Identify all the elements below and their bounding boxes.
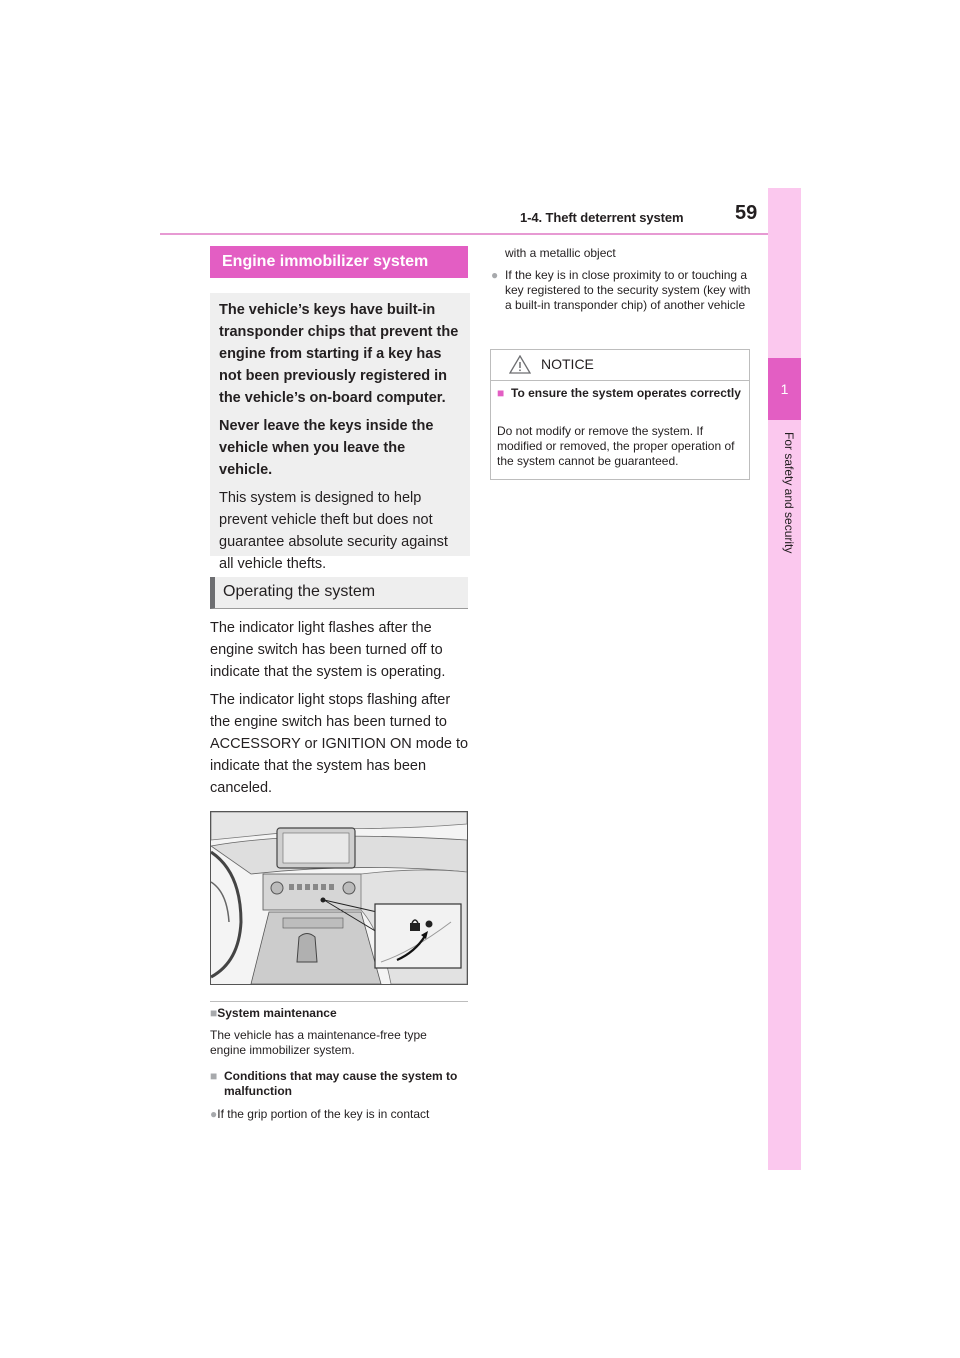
maintenance-text: The vehicle has a maintenance-free type engine immobilizer system. [210, 1028, 427, 1057]
operating-paragraph-1: The indicator light flashes after the engine switch has been turned off to indicate that the system is operating. [210, 620, 446, 680]
chapter-tab-strip [768, 188, 801, 1170]
notice-subtitle: To ensure the system operates correctly [511, 386, 741, 400]
bullet-1-continuation: with a metallic object [505, 246, 616, 260]
round-bullet-icon: ● [210, 1107, 218, 1121]
bullet-item-1 [210, 1107, 470, 1122]
intro-box [210, 293, 470, 572]
section-heading-operating: Operating the system [210, 577, 468, 609]
maintenance-heading [210, 1006, 470, 1021]
square-bullet-icon: ■ [210, 1006, 218, 1020]
page-number: 59 [735, 202, 758, 224]
chapter-number-tab [768, 358, 801, 420]
notice-header [491, 350, 749, 381]
dashboard-illustration [210, 811, 468, 985]
notice-box [490, 349, 750, 480]
warning-triangle-icon [509, 355, 531, 374]
chapter-title-vertical: For safety and security [782, 432, 796, 554]
chapter-number: 1 [780, 381, 789, 397]
maintenance-title: System maintenance [217, 1006, 337, 1020]
square-bullet-icon: ■ [210, 1069, 218, 1083]
notice-text: Do not modify or remove the system. If modified or removed, the proper operation of the system cannot be guaranteed. [497, 424, 735, 468]
header-rule [160, 233, 768, 235]
round-bullet-icon: ● [491, 268, 499, 282]
operating-paragraph-2: The indicator light stops flashing after the engine switch has been turned to ACCESSORY or IGNITION ON mode to indicate that the system has been canceled. [210, 692, 469, 796]
malfunction-heading [210, 1069, 470, 1099]
bullet-1-text: If the grip portion of the key is in contact [217, 1107, 430, 1121]
footnote-separator [210, 1001, 468, 1002]
intro-paragraph: This system is designed to help prevent vehicle theft but does not guarantee absolute security against all vehicle thefts. [219, 490, 448, 572]
square-bullet-icon: ■ [497, 386, 505, 400]
intro-bold-paragraph-1: The vehicle’s keys have built-in transponder chips that prevent the engine from starting if a key has not been previously registered in the vehicle’s on-board computer. [219, 302, 459, 406]
dashboard-drawing [211, 812, 467, 984]
operating-body [210, 617, 470, 805]
notice-subtitle-row [497, 386, 745, 401]
intro-bold-paragraph-2: Never leave the keys inside the vehicle when you leave the vehicle. [219, 418, 434, 478]
notice-title: NOTICE [541, 356, 594, 372]
section-heading-engine-immobilizer: Engine immobilizer system [210, 246, 468, 278]
bullet-item-2 [491, 268, 753, 313]
section-header-title: 1-4. Theft deterrent system [520, 210, 684, 225]
malfunction-title: Conditions that may cause the system to malfunction [224, 1069, 458, 1098]
bullet-2-text: If the key is in close proximity to or touching a key registered to the security system (key with a built-in transponder chip) of another vehicle [505, 268, 751, 312]
